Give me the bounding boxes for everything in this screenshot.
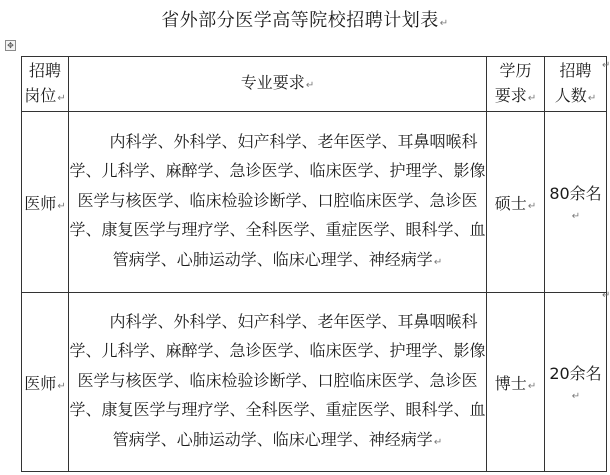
row-end-mark: ↵ [602, 60, 610, 71]
recruitment-table [21, 56, 607, 472]
table-header-row [22, 57, 607, 112]
row-end-mark: ↵ [602, 290, 610, 301]
cell-count: 80余名↵ [545, 112, 607, 293]
table-row [22, 112, 607, 293]
paragraph-mark: ↵ [439, 18, 449, 29]
cell-requirement: 内科学、外科学、妇产科学、老年医学、耳鼻咽喉科学、儿科学、麻醉学、急诊医学、临床医学、护理学、影像医学与核医学、临床检验诊断学、口腔临床医学、急诊医学、康复医学与理疗学、全科医学、重症医学、眼科学、血管病学、心肺运动学、临床心理学、神经病学↵ [69, 112, 487, 293]
cell-education: 硕士↵ [487, 112, 545, 293]
table-row [22, 293, 607, 472]
cell-position: 医师↵ [22, 112, 69, 293]
cell-count: 20余名↵ [545, 293, 607, 472]
header-education: 学历 要求↵ [487, 57, 545, 112]
move-handle-icon[interactable]: ✥ [5, 40, 16, 51]
header-count: 招聘 人数↵ [545, 57, 607, 112]
cell-requirement: 内科学、外科学、妇产科学、老年医学、耳鼻咽喉科学、儿科学、麻醉学、急诊医学、临床医学、护理学、影像医学与核医学、临床检验诊断学、口腔临床医学、急诊医学、康复医学与理疗学、全科医学、重症医学、眼科学、血管病学、心肺运动学、临床心理学、神经病学↵ [69, 293, 487, 472]
cell-education: 博士↵ [487, 293, 545, 472]
cell-position: 医师↵ [22, 293, 69, 472]
header-requirement: 专业要求↵ [69, 57, 487, 112]
header-position: 招聘 岗位↵ [22, 57, 69, 112]
document-title: 省外部分医学高等院校招聘计划表↵ [161, 10, 449, 31]
